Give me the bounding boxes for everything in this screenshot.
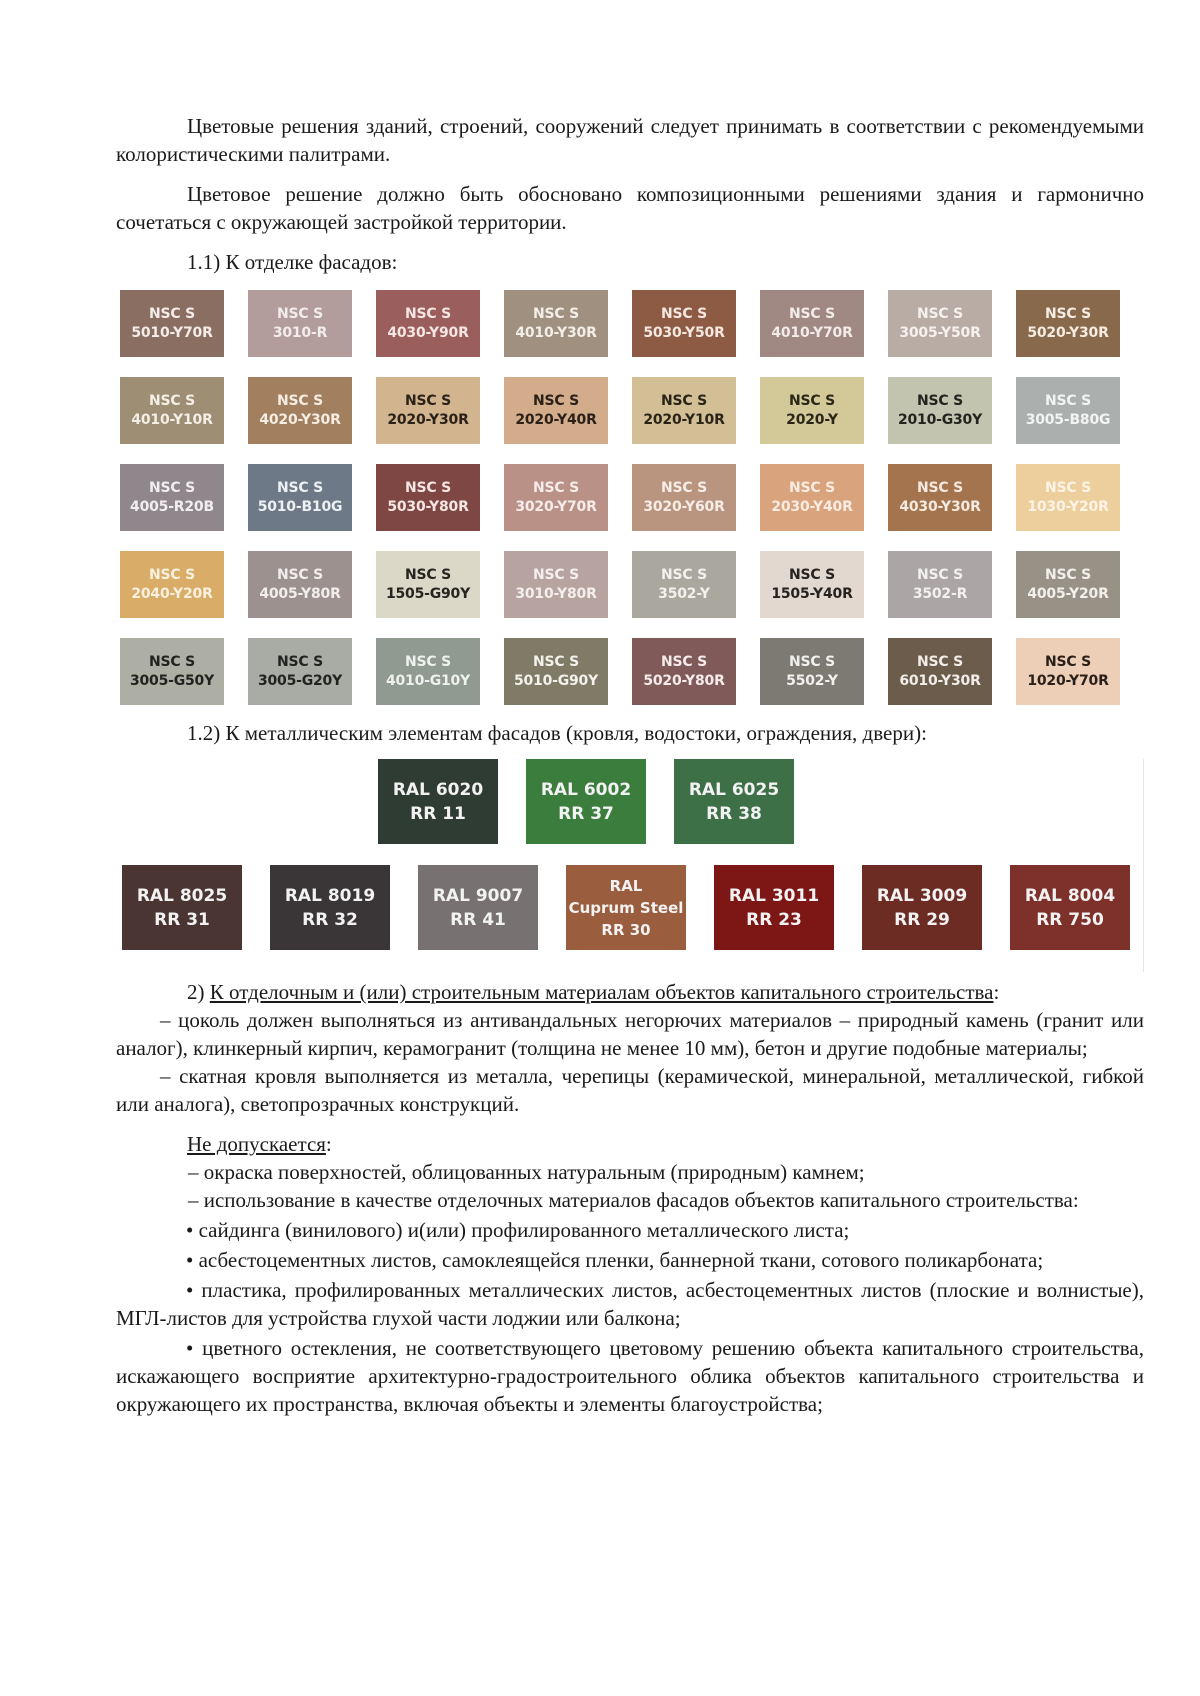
materials-number: 2) <box>187 980 205 1004</box>
prohibited-item-materials: – использование в качестве отделочных материалов фасадов объектов капитального строительства: <box>188 1188 1079 1212</box>
ral-swatch-line: RAL 6002 <box>540 779 632 800</box>
materials-heading <box>116 978 1144 1006</box>
nsc-swatch-code: 4020-Y30R <box>259 411 341 428</box>
nsc-swatch-prefix: NSC S <box>404 566 452 583</box>
materials-heading-colon: : <box>993 980 1000 1004</box>
nsc-swatch-prefix: NSC S <box>148 392 196 409</box>
nsc-swatch-code: 4010-Y70R <box>771 324 853 341</box>
ral-swatch <box>418 865 538 950</box>
nsc-swatch-prefix: NSC S <box>276 653 324 670</box>
prohibited-item-painting: – окраска поверхностей, облицованных натуральным (природным) камнем; <box>188 1160 865 1184</box>
nsc-color-palette <box>120 290 1144 705</box>
nsc-swatch <box>248 290 352 357</box>
prohibited-bullet-glazing: • цветного остекления, не соответствующего цветовому решению объекта капитального строительства, искажающего восприятие архитектурно-градостроительного облика объектов капитального строительства и окружающего их пространства, включая объекты и элементы благоустройства; <box>116 1336 1144 1416</box>
nsc-swatch-code: 3005-G50Y <box>129 672 215 689</box>
nsc-swatch <box>632 377 736 444</box>
nsc-swatch-code: 2020-Y30R <box>387 411 469 428</box>
nsc-swatch <box>760 638 864 705</box>
nsc-swatch-prefix: NSC S <box>276 479 324 496</box>
document-page <box>116 112 1144 1418</box>
ral-swatch-line: RR 23 <box>746 909 802 930</box>
ral-swatch <box>122 865 242 950</box>
nsc-swatch-code: 3010-Y80R <box>515 585 597 602</box>
nsc-swatch-code: 2020-Y <box>786 411 838 428</box>
nsc-swatch <box>248 464 352 531</box>
nsc-swatch-code: 3502-Y <box>658 585 710 602</box>
nsc-swatch-prefix: NSC S <box>1044 566 1092 583</box>
nsc-swatch-code: 4005-Y80R <box>259 585 341 602</box>
nsc-swatch-code: 5020-Y30R <box>1027 324 1109 341</box>
nsc-swatch <box>1016 290 1120 357</box>
nsc-swatch-code: 2020-Y40R <box>515 411 597 428</box>
nsc-swatch <box>376 377 480 444</box>
nsc-swatch <box>888 551 992 618</box>
nsc-swatch-prefix: NSC S <box>276 566 324 583</box>
nsc-swatch-code: 4030-Y90R <box>387 324 469 341</box>
ral-swatch-line: RAL 3009 <box>876 885 968 906</box>
nsc-swatch <box>504 464 608 531</box>
nsc-swatch-prefix: NSC S <box>404 479 452 496</box>
ral-swatch <box>270 865 390 950</box>
nsc-swatch-prefix: NSC S <box>916 305 964 322</box>
facade-finish-heading: 1.1) К отделке фасадов: <box>187 250 398 274</box>
nsc-swatch-code: 4010-Y30R <box>515 324 597 341</box>
nsc-swatch-prefix: NSC S <box>916 566 964 583</box>
ral-swatch-line: RR 32 <box>302 909 358 930</box>
nsc-swatch-code: 4030-Y30R <box>899 498 981 515</box>
nsc-swatch <box>1016 464 1120 531</box>
nsc-swatch <box>376 464 480 531</box>
ral-swatch <box>378 759 498 844</box>
ral-swatch <box>714 865 834 950</box>
nsc-swatch <box>632 290 736 357</box>
nsc-swatch-prefix: NSC S <box>148 305 196 322</box>
prohibited-bullet-asbestos: • асбестоцементных листов, самоклеящейся пленки, баннерной ткани, сотового поликарбоната; <box>186 1248 1044 1272</box>
nsc-swatch-prefix: NSC S <box>916 392 964 409</box>
ral-swatch-line: RR 30 <box>601 920 651 939</box>
nsc-swatch <box>888 638 992 705</box>
ral-swatch-line: RAL 9007 <box>432 885 524 906</box>
nsc-swatch-code: 3005-Y50R <box>899 324 981 341</box>
materials-item-roof: – скатная кровля выполняется из металла, черепицы (керамической, минеральной, металлической, гибкой или аналога), светопрозрачных конструкций. <box>116 1064 1144 1116</box>
nsc-swatch-prefix: NSC S <box>788 392 836 409</box>
nsc-swatch <box>120 638 224 705</box>
nsc-swatch <box>632 551 736 618</box>
ral-swatch-line: RR 29 <box>894 909 950 930</box>
ral-swatch-line: RR 38 <box>706 803 762 824</box>
nsc-swatch-prefix: NSC S <box>660 305 708 322</box>
nsc-swatch-prefix: NSC S <box>660 653 708 670</box>
ral-swatch-line: RR 750 <box>1036 909 1104 930</box>
ral-swatch-line: RAL <box>609 876 643 895</box>
nsc-swatch <box>120 551 224 618</box>
nsc-swatch <box>120 290 224 357</box>
nsc-swatch-prefix: NSC S <box>788 653 836 670</box>
ral-swatch <box>566 865 686 950</box>
nsc-swatch-prefix: NSC S <box>1044 305 1092 322</box>
nsc-swatch-code: 2040-Y20R <box>131 585 213 602</box>
nsc-swatch <box>1016 638 1120 705</box>
ral-swatch-line: RR 11 <box>410 803 466 824</box>
nsc-swatch <box>632 464 736 531</box>
nsc-swatch-prefix: NSC S <box>916 479 964 496</box>
nsc-swatch-prefix: NSC S <box>276 305 324 322</box>
nsc-swatch-prefix: NSC S <box>148 653 196 670</box>
nsc-swatch-code: 3005-B80G <box>1025 411 1111 428</box>
nsc-swatch <box>248 377 352 444</box>
ral-swatch-line: RAL 8019 <box>284 885 376 906</box>
nsc-swatch-code: 3005-G20Y <box>257 672 343 689</box>
nsc-swatch-code: 2010-G30Y <box>897 411 983 428</box>
nsc-swatch-prefix: NSC S <box>532 479 580 496</box>
nsc-swatch <box>376 638 480 705</box>
nsc-swatch <box>1016 377 1120 444</box>
nsc-swatch-code: 3010-R <box>272 324 328 341</box>
nsc-swatch-prefix: NSC S <box>148 479 196 496</box>
prohibited-heading-colon: : <box>325 1132 332 1156</box>
nsc-swatch <box>248 638 352 705</box>
nsc-swatch <box>760 464 864 531</box>
nsc-swatch-code: 5020-Y80R <box>643 672 725 689</box>
prohibited-bullet-siding: • сайдинга (винилового) и(или) профилированного металлического листа; <box>186 1218 850 1242</box>
nsc-swatch <box>760 377 864 444</box>
ral-swatch-line: RAL 6025 <box>688 779 780 800</box>
nsc-swatch-code: 2030-Y40R <box>771 498 853 515</box>
nsc-swatch <box>760 290 864 357</box>
prohibited-heading-text: Не допускается <box>187 1132 326 1156</box>
ral-swatch-line: Cuprum Steel <box>568 898 684 917</box>
nsc-swatch-code: 3020-Y70R <box>515 498 597 515</box>
nsc-swatch-prefix: NSC S <box>660 392 708 409</box>
nsc-swatch-code: 5502-Y <box>786 672 838 689</box>
nsc-swatch-code: 5030-Y50R <box>643 324 725 341</box>
materials-item-plinth: – цоколь должен выполняться из антивандальных негорючих материалов – природный камень (гранит или аналог), клинкерный кирпич, керамогранит (толщина не менее 10 мм), бетон и другие подобные материалы; <box>116 1008 1144 1060</box>
nsc-swatch-code: 2020-Y10R <box>643 411 725 428</box>
nsc-swatch <box>248 551 352 618</box>
ral-swatch-line: RR 41 <box>450 909 506 930</box>
nsc-swatch-prefix: NSC S <box>788 305 836 322</box>
nsc-swatch-code: 5010-G90Y <box>513 672 599 689</box>
ral-swatch-line: RAL 6020 <box>392 779 484 800</box>
nsc-swatch-code: 1020-Y70R <box>1027 672 1109 689</box>
nsc-swatch-prefix: NSC S <box>916 653 964 670</box>
nsc-swatch <box>504 551 608 618</box>
nsc-swatch-code: 4010-G10Y <box>385 672 471 689</box>
nsc-swatch-code: 5030-Y80R <box>387 498 469 515</box>
nsc-swatch-prefix: NSC S <box>148 566 196 583</box>
nsc-swatch <box>888 377 992 444</box>
nsc-swatch-code: 3502-R <box>912 585 968 602</box>
nsc-swatch-prefix: NSC S <box>532 566 580 583</box>
nsc-swatch-prefix: NSC S <box>532 653 580 670</box>
ral-swatch-line: RAL 3011 <box>728 885 820 906</box>
nsc-swatch-code: 5010-B10G <box>257 498 343 515</box>
nsc-swatch-code: 1505-G90Y <box>385 585 471 602</box>
nsc-swatch-prefix: NSC S <box>660 566 708 583</box>
nsc-swatch <box>504 377 608 444</box>
ral-swatch <box>1010 865 1130 950</box>
nsc-swatch <box>376 551 480 618</box>
nsc-swatch-code: 5010-Y70R <box>131 324 213 341</box>
nsc-swatch <box>888 290 992 357</box>
nsc-swatch-prefix: NSC S <box>532 305 580 322</box>
nsc-swatch <box>504 290 608 357</box>
nsc-swatch-prefix: NSC S <box>1044 479 1092 496</box>
nsc-swatch-prefix: NSC S <box>276 392 324 409</box>
nsc-swatch <box>120 464 224 531</box>
nsc-swatch-code: 1505-Y40R <box>771 585 853 602</box>
nsc-swatch-prefix: NSC S <box>788 479 836 496</box>
paragraph-color-justification: Цветовое решение должно быть обосновано композиционными решениями здания и гармонично сочетаться с окружающей застройкой территории. <box>116 182 1144 234</box>
nsc-swatch <box>888 464 992 531</box>
nsc-swatch-prefix: NSC S <box>788 566 836 583</box>
nsc-swatch <box>632 638 736 705</box>
nsc-swatch-code: 1030-Y20R <box>1027 498 1109 515</box>
nsc-swatch <box>504 638 608 705</box>
nsc-swatch-prefix: NSC S <box>404 653 452 670</box>
metal-elements-heading: 1.2) К металлическим элементам фасадов (кровля, водостоки, ограждения, двери): <box>187 721 927 745</box>
nsc-swatch <box>120 377 224 444</box>
nsc-swatch-code: 4005-R20B <box>130 498 214 515</box>
materials-heading-text: К отделочным и (или) строительным материалам объектов капитального строительства <box>209 980 994 1004</box>
prohibited-heading <box>116 1130 1144 1158</box>
nsc-swatch-prefix: NSC S <box>1044 392 1092 409</box>
nsc-swatch <box>376 290 480 357</box>
nsc-swatch-code: 4005-Y20R <box>1027 585 1109 602</box>
ral-swatch-line: RR 37 <box>558 803 614 824</box>
ral-swatch-line: RR 31 <box>154 909 210 930</box>
ral-swatch-line: RAL 8004 <box>1024 885 1116 906</box>
nsc-swatch-prefix: NSC S <box>404 392 452 409</box>
nsc-swatch-code: 3020-Y60R <box>643 498 725 515</box>
ral-swatch <box>526 759 646 844</box>
ral-swatch <box>862 865 982 950</box>
ral-swatch <box>674 759 794 844</box>
nsc-swatch <box>1016 551 1120 618</box>
nsc-swatch-prefix: NSC S <box>532 392 580 409</box>
prohibited-bullet-plastic: • пластика, профилированных металлических листов, асбестоцементных листов (плоские и волнистые), МГЛ-листов для устройства глухой части лоджии или балкона; <box>116 1278 1144 1330</box>
nsc-swatch-prefix: NSC S <box>404 305 452 322</box>
nsc-swatch-code: 4010-Y10R <box>131 411 213 428</box>
nsc-swatch-prefix: NSC S <box>1044 653 1092 670</box>
paragraph-color-solutions: Цветовые решения зданий, строений, сооружений следует принимать в соответствии с рекомендуемыми колористическими палитрами. <box>116 114 1144 166</box>
ral-color-palette <box>116 759 1144 972</box>
nsc-swatch-code: 6010-Y30R <box>899 672 981 689</box>
nsc-swatch <box>760 551 864 618</box>
ral-swatch-line: RAL 8025 <box>136 885 228 906</box>
nsc-swatch-prefix: NSC S <box>660 479 708 496</box>
